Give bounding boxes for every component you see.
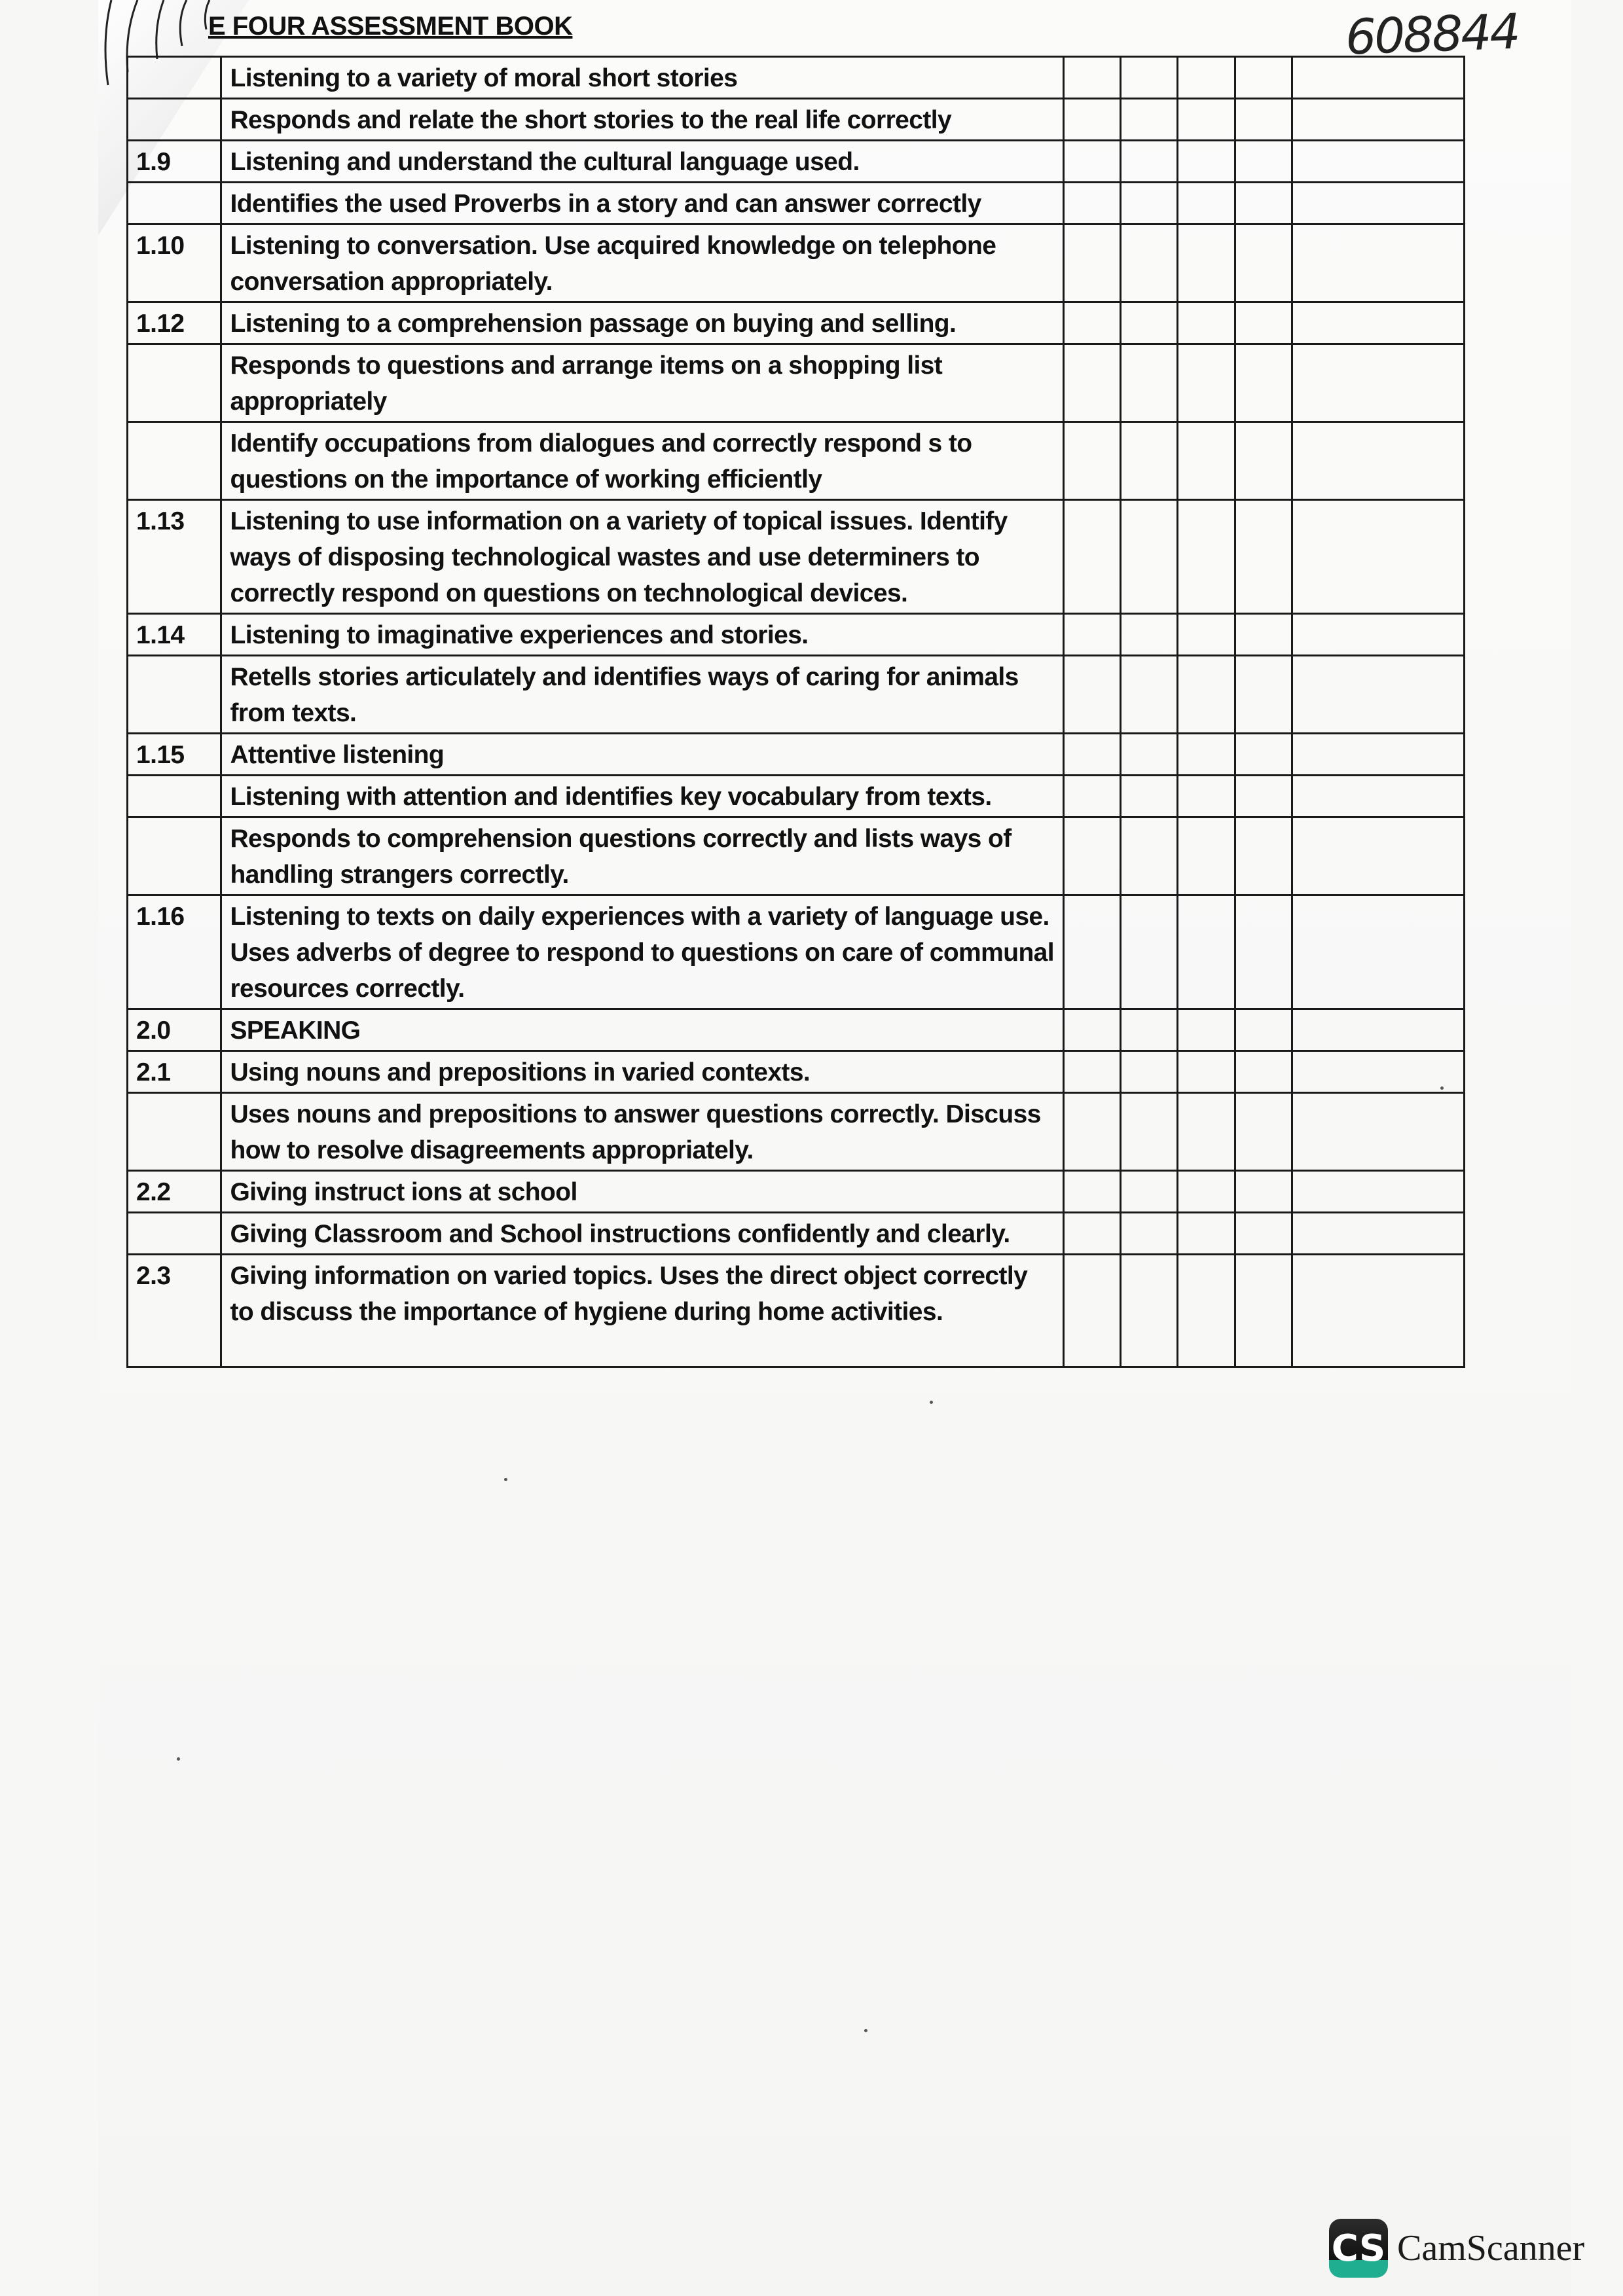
mark-cell bbox=[1063, 817, 1120, 895]
mark-cell bbox=[1121, 614, 1178, 656]
remarks-cell bbox=[1292, 224, 1465, 302]
strand-code: 2.0 bbox=[128, 1009, 221, 1051]
remarks-cell bbox=[1292, 500, 1465, 614]
mark-cell bbox=[1063, 1051, 1120, 1093]
mark-cell bbox=[1121, 1093, 1178, 1171]
strand-description: Listening to imaginative experiences and stories. bbox=[221, 614, 1063, 656]
mark-cell bbox=[1235, 614, 1292, 656]
remarks-cell bbox=[1292, 734, 1465, 776]
mark-cell bbox=[1235, 656, 1292, 734]
strand-code bbox=[128, 817, 221, 895]
table-row bbox=[128, 141, 1465, 183]
strand-description: SPEAKING bbox=[221, 1009, 1063, 1051]
mark-cell bbox=[1178, 895, 1235, 1009]
mark-cell bbox=[1063, 895, 1120, 1009]
strand-description: Identifies the used Proverbs in a story and can answer correctly bbox=[221, 183, 1063, 224]
mark-cell bbox=[1121, 656, 1178, 734]
mark-cell bbox=[1178, 614, 1235, 656]
mark-cell bbox=[1121, 344, 1178, 422]
table-row bbox=[128, 344, 1465, 422]
scan-speck bbox=[1440, 1086, 1444, 1090]
strand-code: 1.12 bbox=[128, 302, 221, 344]
table-row bbox=[128, 500, 1465, 614]
mark-cell bbox=[1121, 1009, 1178, 1051]
strand-code bbox=[128, 183, 221, 224]
strand-description: Listening to use information on a variety of topical issues. Identify ways of disposing technological wastes and use determiners to correctly respond on questions on technological devices. bbox=[221, 500, 1063, 614]
strand-code: 2.2 bbox=[128, 1171, 221, 1213]
mark-cell bbox=[1063, 99, 1120, 141]
table-row bbox=[128, 776, 1465, 817]
strand-description: Using nouns and prepositions in varied contexts. bbox=[221, 1051, 1063, 1093]
table-row bbox=[128, 1009, 1465, 1051]
scan-speck bbox=[930, 1401, 933, 1404]
mark-cell bbox=[1178, 224, 1235, 302]
remarks-cell bbox=[1292, 1093, 1465, 1171]
strand-code bbox=[128, 656, 221, 734]
mark-cell bbox=[1063, 344, 1120, 422]
strand-description: Retells stories articulately and identifies ways of caring for animals from texts. bbox=[221, 656, 1063, 734]
table-row bbox=[128, 614, 1465, 656]
scan-speck bbox=[504, 1478, 507, 1481]
strand-code: 1.10 bbox=[128, 224, 221, 302]
remarks-cell bbox=[1292, 141, 1465, 183]
mark-cell bbox=[1235, 1255, 1292, 1367]
remarks-cell bbox=[1292, 656, 1465, 734]
remarks-cell bbox=[1292, 614, 1465, 656]
mark-cell bbox=[1063, 1171, 1120, 1213]
assessment-table bbox=[126, 56, 1465, 1368]
scan-speck bbox=[864, 2029, 867, 2032]
table-row bbox=[128, 224, 1465, 302]
mark-cell bbox=[1235, 183, 1292, 224]
strand-description: Uses nouns and prepositions to answer questions correctly. Discuss how to resolve disagreements appropriately. bbox=[221, 1093, 1063, 1171]
mark-cell bbox=[1063, 302, 1120, 344]
table-row bbox=[128, 734, 1465, 776]
mark-cell bbox=[1235, 224, 1292, 302]
camscanner-logo: CS bbox=[1329, 2219, 1388, 2278]
strand-code: 1.14 bbox=[128, 614, 221, 656]
mark-cell bbox=[1178, 1009, 1235, 1051]
remarks-cell bbox=[1292, 344, 1465, 422]
mark-cell bbox=[1121, 1171, 1178, 1213]
mark-cell bbox=[1235, 1051, 1292, 1093]
mark-cell bbox=[1178, 183, 1235, 224]
remarks-cell bbox=[1292, 1171, 1465, 1213]
strand-description: Listening with attention and identifies key vocabulary from texts. bbox=[221, 776, 1063, 817]
mark-cell bbox=[1235, 817, 1292, 895]
scan-speck bbox=[177, 1757, 180, 1761]
strand-description: Attentive listening bbox=[221, 734, 1063, 776]
strand-description: Giving Classroom and School instructions confidently and clearly. bbox=[221, 1213, 1063, 1255]
mark-cell bbox=[1063, 734, 1120, 776]
mark-cell bbox=[1235, 1093, 1292, 1171]
remarks-cell bbox=[1292, 776, 1465, 817]
remarks-cell bbox=[1292, 1051, 1465, 1093]
mark-cell bbox=[1063, 1255, 1120, 1367]
mark-cell bbox=[1121, 1213, 1178, 1255]
table-row bbox=[128, 1051, 1465, 1093]
table-row bbox=[128, 57, 1465, 99]
mark-cell bbox=[1178, 500, 1235, 614]
mark-cell bbox=[1235, 57, 1292, 99]
strand-code bbox=[128, 422, 221, 500]
remarks-cell bbox=[1292, 57, 1465, 99]
mark-cell bbox=[1063, 422, 1120, 500]
mark-cell bbox=[1121, 99, 1178, 141]
table-row bbox=[128, 1255, 1465, 1367]
mark-cell bbox=[1178, 776, 1235, 817]
table-row bbox=[128, 817, 1465, 895]
table-row bbox=[128, 422, 1465, 500]
remarks-cell bbox=[1292, 1009, 1465, 1051]
mark-cell bbox=[1178, 344, 1235, 422]
mark-cell bbox=[1063, 1093, 1120, 1171]
strand-description: Responds to comprehension questions correctly and lists ways of handling strangers correctly. bbox=[221, 817, 1063, 895]
table-row bbox=[128, 1093, 1465, 1171]
mark-cell bbox=[1063, 776, 1120, 817]
mark-cell bbox=[1178, 302, 1235, 344]
strand-code: 1.16 bbox=[128, 895, 221, 1009]
mark-cell bbox=[1063, 224, 1120, 302]
remarks-cell bbox=[1292, 895, 1465, 1009]
mark-cell bbox=[1121, 224, 1178, 302]
table-row bbox=[128, 895, 1465, 1009]
mark-cell bbox=[1235, 1213, 1292, 1255]
strand-code bbox=[128, 344, 221, 422]
strand-description: Listening and understand the cultural language used. bbox=[221, 141, 1063, 183]
mark-cell bbox=[1178, 817, 1235, 895]
mark-cell bbox=[1121, 734, 1178, 776]
table-row bbox=[128, 1171, 1465, 1213]
mark-cell bbox=[1235, 1171, 1292, 1213]
mark-cell bbox=[1063, 500, 1120, 614]
remarks-cell bbox=[1292, 817, 1465, 895]
mark-cell bbox=[1121, 1255, 1178, 1367]
mark-cell bbox=[1178, 422, 1235, 500]
strand-code: 1.9 bbox=[128, 141, 221, 183]
strand-description: Giving instruct ions at school bbox=[221, 1171, 1063, 1213]
strand-code: 1.13 bbox=[128, 500, 221, 614]
remarks-cell bbox=[1292, 99, 1465, 141]
page-title: E FOUR ASSESSMENT BOOK bbox=[208, 12, 573, 41]
mark-cell bbox=[1235, 776, 1292, 817]
remarks-cell bbox=[1292, 1255, 1465, 1367]
strand-description: Giving information on varied topics. Uses the direct object correctly to discuss the importance of hygiene during home activities. bbox=[221, 1255, 1063, 1367]
mark-cell bbox=[1121, 776, 1178, 817]
strand-code: 1.15 bbox=[128, 734, 221, 776]
mark-cell bbox=[1063, 656, 1120, 734]
mark-cell bbox=[1178, 1255, 1235, 1367]
mark-cell bbox=[1121, 895, 1178, 1009]
mark-cell bbox=[1063, 1009, 1120, 1051]
table-row bbox=[128, 183, 1465, 224]
strand-code: 2.1 bbox=[128, 1051, 221, 1093]
mark-cell bbox=[1063, 57, 1120, 99]
mark-cell bbox=[1178, 734, 1235, 776]
camscanner-name: CamScanner bbox=[1397, 2228, 1585, 2269]
mark-cell bbox=[1235, 99, 1292, 141]
strand-code bbox=[128, 1213, 221, 1255]
camscanner-watermark bbox=[1329, 2219, 1584, 2278]
mark-cell bbox=[1178, 656, 1235, 734]
mark-cell bbox=[1178, 1093, 1235, 1171]
mark-cell bbox=[1121, 422, 1178, 500]
mark-cell bbox=[1121, 141, 1178, 183]
remarks-cell bbox=[1292, 302, 1465, 344]
strand-description: Identify occupations from dialogues and correctly respond s to questions on the importance of working efficiently bbox=[221, 422, 1063, 500]
strand-code bbox=[128, 99, 221, 141]
remarks-cell bbox=[1292, 422, 1465, 500]
mark-cell bbox=[1235, 302, 1292, 344]
mark-cell bbox=[1235, 895, 1292, 1009]
table-row bbox=[128, 656, 1465, 734]
mark-cell bbox=[1178, 1213, 1235, 1255]
mark-cell bbox=[1235, 422, 1292, 500]
mark-cell bbox=[1063, 183, 1120, 224]
mark-cell bbox=[1063, 141, 1120, 183]
mark-cell bbox=[1178, 1171, 1235, 1213]
mark-cell bbox=[1063, 614, 1120, 656]
mark-cell bbox=[1235, 734, 1292, 776]
mark-cell bbox=[1178, 1051, 1235, 1093]
mark-cell bbox=[1121, 183, 1178, 224]
strand-description: Listening to a variety of moral short stories bbox=[221, 57, 1063, 99]
strand-description: Listening to a comprehension passage on buying and selling. bbox=[221, 302, 1063, 344]
table-row bbox=[128, 99, 1465, 141]
strand-code bbox=[128, 1093, 221, 1171]
mark-cell bbox=[1178, 57, 1235, 99]
mark-cell bbox=[1235, 1009, 1292, 1051]
strand-description: Listening to conversation. Use acquired knowledge on telephone conversation appropriately. bbox=[221, 224, 1063, 302]
table-row bbox=[128, 1213, 1465, 1255]
strand-code: 2.3 bbox=[128, 1255, 221, 1367]
mark-cell bbox=[1121, 500, 1178, 614]
remarks-cell bbox=[1292, 183, 1465, 224]
strand-code bbox=[128, 776, 221, 817]
mark-cell bbox=[1178, 141, 1235, 183]
strand-description: Listening to texts on daily experiences with a variety of language use. Uses adverbs of degree to respond to questions on care of communal resources correctly. bbox=[221, 895, 1063, 1009]
strand-code bbox=[128, 57, 221, 99]
mark-cell bbox=[1121, 302, 1178, 344]
strand-description: Responds to questions and arrange items on a shopping list appropriately bbox=[221, 344, 1063, 422]
mark-cell bbox=[1178, 99, 1235, 141]
remarks-cell bbox=[1292, 1213, 1465, 1255]
mark-cell bbox=[1063, 1213, 1120, 1255]
mark-cell bbox=[1235, 141, 1292, 183]
table-row bbox=[128, 302, 1465, 344]
strand-description: Responds and relate the short stories to the real life correctly bbox=[221, 99, 1063, 141]
mark-cell bbox=[1235, 344, 1292, 422]
mark-cell bbox=[1121, 57, 1178, 99]
handwritten-number: 608844 bbox=[1344, 3, 1520, 66]
mark-cell bbox=[1121, 1051, 1178, 1093]
mark-cell bbox=[1235, 500, 1292, 614]
mark-cell bbox=[1121, 817, 1178, 895]
